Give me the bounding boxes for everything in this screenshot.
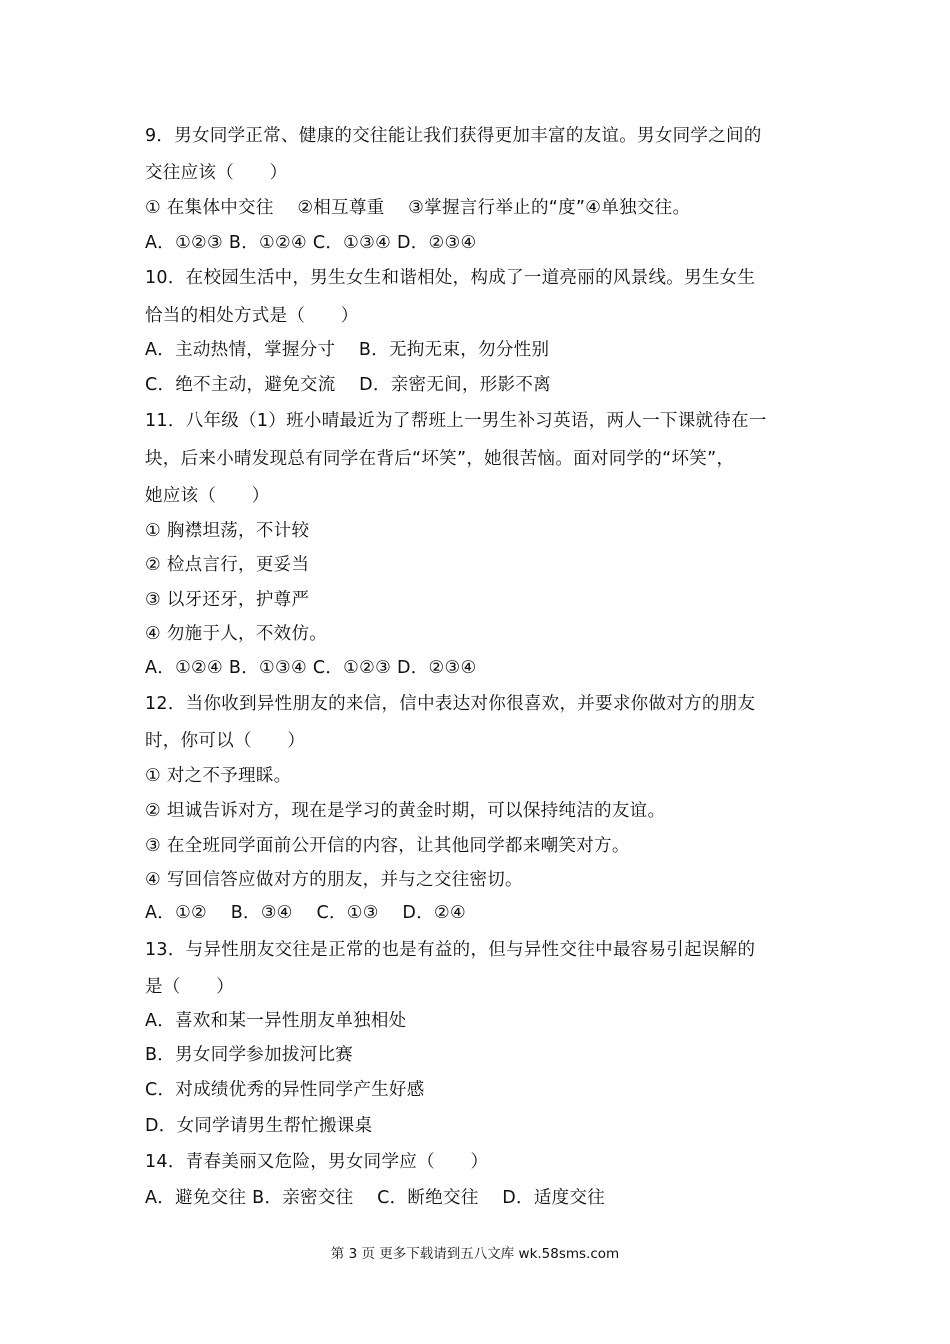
question-13-option-c: C．对成绩优秀的异性同学产生好感 [145,1080,425,1100]
question-11-item-3: ③ 以牙还牙，护尊严 [145,590,310,610]
question-13-option-d: D．女同学请男生帮忙搬课桌 [145,1116,373,1136]
question-12-item-2: ② 坦诚告诉对方，现在是学习的黄金时期，可以保持纯洁的友谊。 [145,801,666,821]
question-10-stem-line-1: 10．在校园生活中，男生女生和谐相处，构成了一道亮丽的风景线。男生女生 [145,268,756,288]
question-11-options: A．①②④ B．①③④ C．①②③ D．②③④ [145,658,477,678]
question-13-stem-line-1: 13．与异性朋友交往是正常的也是有益的，但与异性交往中最容易引起误解的 [145,940,756,960]
question-11-item-2: ② 检点言行，更妥当 [145,555,310,575]
question-14-options: A．避免交往 B．亲密交往 C．断绝交往 D．适度交往 [145,1188,606,1208]
question-12-item-4: ④ 写回信答应做对方的朋友，并与之交往密切。 [145,870,523,890]
question-13-option-a: A．喜欢和某一异性朋友单独相处 [145,1011,407,1031]
question-10-options-cd: C．绝不主动，避免交流 D．亲密无间，形影不离 [145,375,551,395]
question-11-stem-line-2: 块，后来小晴发现总有同学在背后“坏笑”，她很苦恼。面对同学的“坏笑”， [145,449,735,469]
question-9-stem-line-2: 交往应该（ ） [145,163,288,183]
question-13-option-b: B．男女同学参加拔河比赛 [145,1045,354,1065]
question-9-items: ① 在集体中交往 ②相互尊重 ③掌握言行举止的“度”④单独交往。 [145,198,691,218]
question-14-stem: 14．青春美丽又危险，男女同学应（ ） [145,1152,489,1172]
question-12-options: A．①② B．③④ C．①③ D．②④ [145,903,466,923]
question-10-stem-line-2: 恰当的相处方式是（ ） [145,306,359,326]
question-12-item-3: ③ 在全班同学面前公开信的内容，让其他同学都来嘲笑对方。 [145,836,630,856]
question-12-stem-line-2: 时，你可以（ ） [145,731,306,751]
question-11-stem-line-3: 她应该（ ） [145,486,270,506]
question-11-item-1: ① 胸襟坦荡，不计较 [145,521,310,541]
question-9-options: A．①②③ B．①②④ C．①③④ D．②③④ [145,233,477,253]
question-13-stem-line-2: 是（ ） [145,977,234,997]
question-10-options-ab: A．主动热情，掌握分寸 B．无拘无束，勿分性别 [145,340,550,360]
question-11-stem-line-1: 11．八年级（1）班小晴最近为了帮班上一男生补习英语，两人一下课就待在一 [145,411,767,431]
question-12-stem-line-1: 12．当你收到异性朋友的来信，信中表达对你很喜欢，并要求你做对方的朋友 [145,694,756,714]
question-12-item-1: ① 对之不予理睬。 [145,766,292,786]
question-11-item-4: ④ 勿施于人，不效仿。 [145,624,328,644]
page-footer: 第 3 页 更多下载请到五八文库 wk.58sms.com [330,1246,620,1262]
question-9-stem-line-1: 9．男女同学正常、健康的交往能让我们获得更加丰富的友谊。男女同学之间的 [145,126,762,146]
